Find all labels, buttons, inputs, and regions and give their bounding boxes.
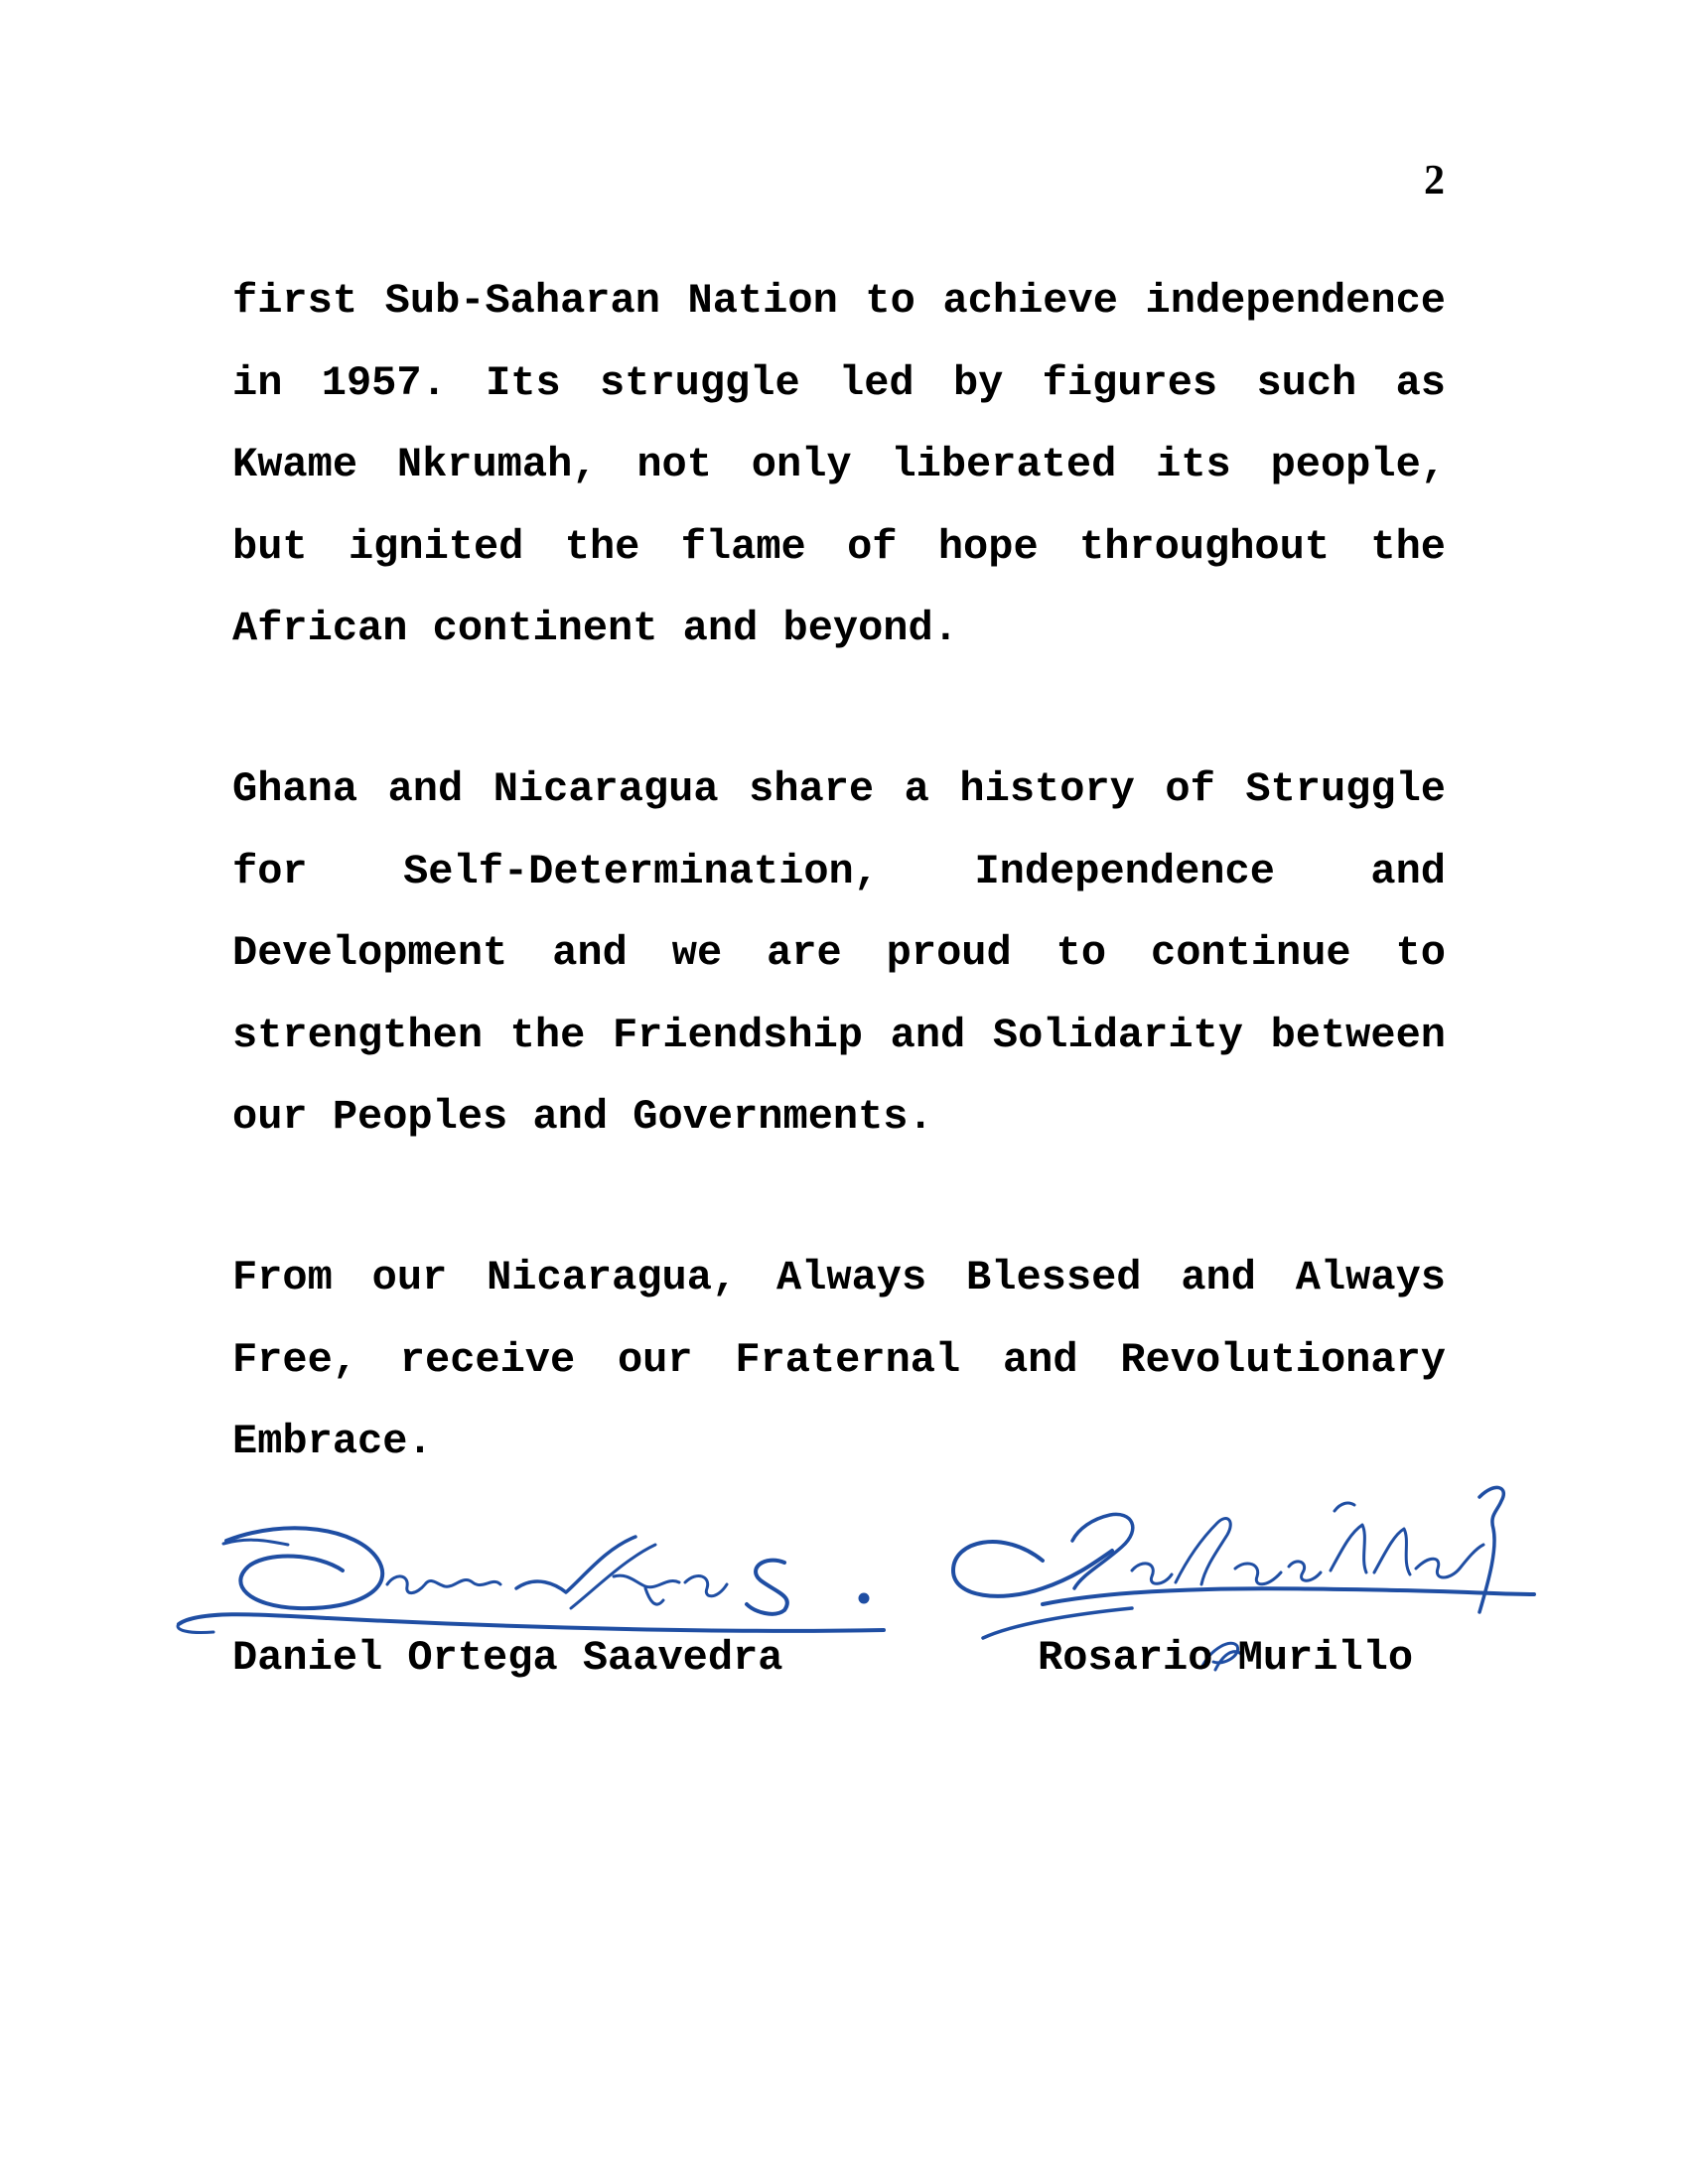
signer-name-daniel-ortega: Daniel Ortega Saavedra — [232, 1634, 783, 1682]
signature-daniel-ortega — [178, 1528, 884, 1632]
paragraph-closing-embrace: From our Nicaragua, Always Blessed and Always Free, receive our Fraternal and Revolutionary Embrace. — [232, 1254, 1446, 1465]
paragraph-shared-history: Ghana and Nicaragua share a history of Struggle for Self-Determination, Independence and Development and we are proud to continue to strengthen the Friendship and Solidarity between our Peoples and Governments. — [232, 765, 1446, 1141]
signer-name-rosario-murillo: Rosario Murillo — [1038, 1634, 1414, 1682]
page-number: 2 — [1424, 158, 1445, 204]
paragraph-independence: first Sub-Saharan Nation to achieve independence in 1957. Its struggle led by figures such as Kwame Nkrumah, not only liberated its people, but ignited the flame of hope throughout the African continent and beyond. — [232, 277, 1446, 652]
signature-rosario-murillo — [953, 1487, 1534, 1670]
